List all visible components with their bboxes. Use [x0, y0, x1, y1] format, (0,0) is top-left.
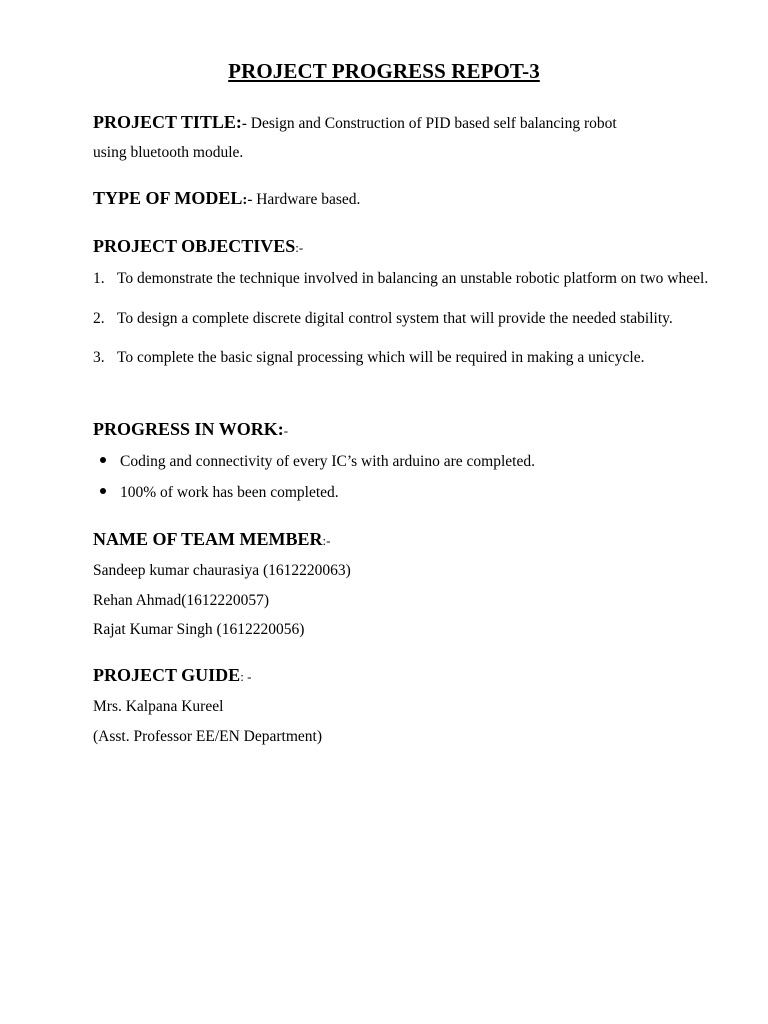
project-title-label: PROJECT TITLE: — [93, 112, 242, 132]
model-type-sep: :- — [242, 192, 253, 208]
progress-item — [100, 484, 339, 502]
guide-sep: : - — [240, 669, 252, 684]
objective-number: 3. — [93, 349, 105, 366]
project-title-text: Design and Construction of PID based self balancing robot — [246, 115, 617, 132]
objectives-label: PROJECT OBJECTIVES — [93, 236, 296, 256]
model-type-heading — [93, 188, 360, 209]
progress-item-text: Coding and connectivity of every IC’s with arduino are completed. — [120, 453, 535, 470]
project-title-dash: - — [241, 116, 247, 132]
progress-sep: - — [283, 423, 289, 438]
bullet-icon — [100, 457, 106, 463]
progress-item — [100, 453, 535, 471]
guide-designation: (Asst. Professor EE/EN Department) — [93, 728, 323, 745]
objective-number: 2. — [93, 310, 105, 327]
guide-label: PROJECT GUIDE — [93, 665, 241, 685]
progress-label: PROGRESS IN WORK: — [93, 419, 284, 439]
progress-heading — [93, 419, 288, 440]
team-sep: :- — [322, 533, 331, 548]
progress-item-text: 100% of work has been completed. — [120, 484, 339, 501]
team-heading — [93, 529, 330, 550]
guide-name: Mrs. Kalpana Kureel — [93, 698, 224, 715]
guide-heading — [93, 665, 251, 686]
objective-text: To complete the basic signal processing which will be required in making a unicycle. — [117, 349, 645, 366]
team-member: Rajat Kumar Singh (1612220056) — [93, 621, 305, 638]
objective-item — [93, 269, 721, 289]
model-type-text: Hardware based. — [252, 191, 361, 208]
objective-text: To demonstrate the technique involved in balancing an unstable robotic platform on two wheel. — [117, 270, 709, 287]
team-member: Sandeep kumar chaurasiya (1612220063) — [93, 562, 351, 579]
bullet-icon — [100, 488, 106, 494]
objective-number: 1. — [93, 270, 105, 287]
objectives-sep: :- — [295, 240, 304, 255]
team-label: NAME OF TEAM MEMBER — [93, 529, 323, 549]
objective-item — [93, 309, 721, 329]
team-member: Rehan Ahmad(1612220057) — [93, 592, 270, 609]
objectives-heading — [93, 236, 303, 257]
objective-text: To design a complete discrete digital control system that will provide the needed stability. — [117, 310, 673, 327]
objective-item — [93, 348, 721, 368]
model-type-label: TYPE OF MODEL — [93, 188, 243, 208]
project-title-text-line2: using bluetooth module. — [93, 144, 244, 161]
project-title-heading — [93, 112, 617, 133]
document-title: PROJECT PROGRESS REPOT-3 — [228, 59, 540, 83]
